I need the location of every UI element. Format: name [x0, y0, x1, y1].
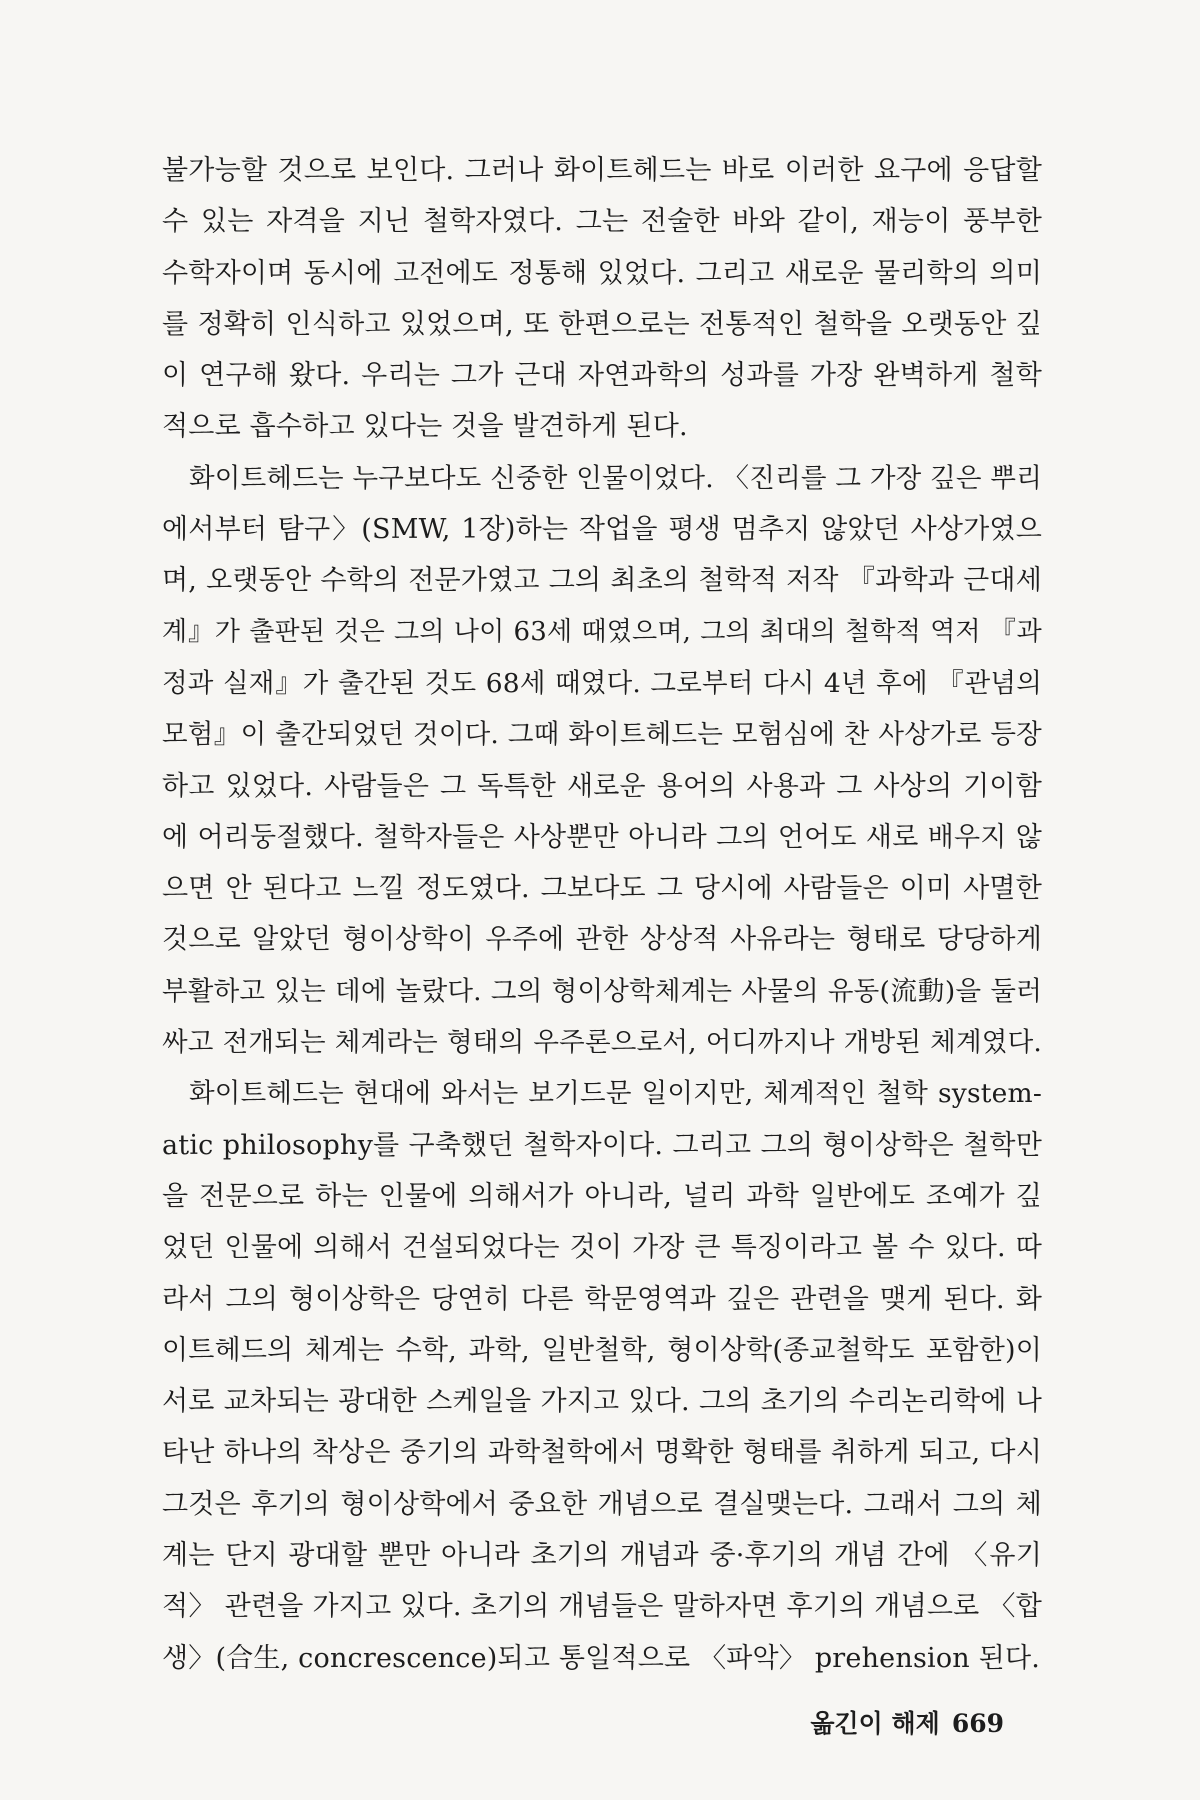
text-line: 불가능할 것으로 보인다. 그러나 화이트헤드는 바로 이러한 요구에 응답할 [162, 155, 1042, 186]
text-line: 타난 하나의 착상은 중기의 과학철학에서 명확한 형태를 취하게 되고, 다시 [162, 1437, 1042, 1469]
text-line: 이트헤드의 체계는 수학, 과학, 일반철학, 형이상학(종교철학도 포함한)이 [162, 1334, 1042, 1366]
text-line: 을 전문으로 하는 인물에 의해서가 아니라, 널리 과학 일반에도 조예가 깊 [162, 1180, 1042, 1212]
paragraph-2 [162, 453, 1042, 1069]
text-line: 에서부터 탐구〉(SMW, 1장)하는 작업을 평생 멈추지 않았던 사상가였으 [162, 514, 1042, 546]
text-line: 이 연구해 왔다. 우리는 그가 근대 자연과학의 성과를 가장 완벽하게 철학 [162, 360, 1042, 392]
text-line: 화이트헤드는 누구보다도 신중한 인물이었다. 〈진리를 그 가장 깊은 뿌리 [189, 462, 1042, 494]
text-line: 것으로 알았던 형이상학이 우주에 관한 상상적 사유라는 형태로 당당하게 [162, 924, 1042, 956]
text-line: 싸고 전개되는 체계라는 형태의 우주론으로서, 어디까지나 개방된 체계였다. [162, 1027, 1042, 1059]
text-line: 계』가 출판된 것은 그의 나이 63세 때였으며, 그의 최대의 철학적 역저 『과 [162, 616, 1042, 647]
paragraph-3 [162, 1068, 1042, 1684]
body-text [162, 145, 1042, 1684]
paragraph-1 [162, 145, 1042, 453]
text-line: 에 어리둥절했다. 철학자들은 사상뿐만 아니라 그의 언어도 새로 배우지 않 [162, 821, 1042, 853]
text-line: 수 있는 자격을 지닌 철학자였다. 그는 전술한 바와 같이, 재능이 풍부한 [162, 206, 1042, 238]
text-line: 부활하고 있는 데에 놀랐다. 그의 형이상학체계는 사물의 유동(流動)을 둘러 [162, 975, 1042, 1007]
page-footer [810, 1704, 1004, 1740]
text-line: 라서 그의 형이상학은 당연히 다른 학문영역과 깊은 관련을 맺게 된다. 화 [162, 1283, 1042, 1315]
text-line: atic philosophy를 구축했던 철학자이다. 그리고 그의 형이상학은 철학만 [162, 1129, 1042, 1161]
running-footer-label: 옮긴이 해제 [810, 1709, 940, 1738]
text-line: 며, 오랫동안 수학의 전문가였고 그의 최초의 철학적 저작 『과학과 근대세 [162, 565, 1042, 597]
text-line: 계는 단지 광대할 뿐만 아니라 초기의 개념과 중·후기의 개념 간에 〈유기 [162, 1540, 1042, 1572]
text-line: 적으로 흡수하고 있다는 것을 발견하게 된다. [162, 411, 688, 443]
text-line: 서로 교차되는 광대한 스케일을 가지고 있다. 그의 초기의 수리논리학에 나 [162, 1386, 1042, 1418]
text-line: 그것은 후기의 형이상학에서 중요한 개념으로 결실맺는다. 그래서 그의 체 [162, 1488, 1042, 1520]
text-line: 정과 실재』가 출간된 것도 68세 때였다. 그로부터 다시 4년 후에 『관념의 [162, 667, 1042, 699]
text-line: 적〉 관련을 가지고 있다. 초기의 개념들은 말하자면 후기의 개념으로 〈합 [162, 1591, 1042, 1623]
text-line: 으면 안 된다고 느낄 정도였다. 그보다도 그 당시에 사람들은 이미 사멸한 [162, 873, 1042, 905]
text-line: 모험』이 출간되었던 것이다. 그때 화이트헤드는 모험심에 찬 사상가로 등장 [162, 719, 1042, 751]
page-number: 669 [951, 1709, 1004, 1738]
text-line: 생〉(合生, concrescence)되고 통일적으로 〈파악〉 prehension 된다. [162, 1642, 1041, 1674]
text-line: 하고 있었다. 사람들은 그 독특한 새로운 용어의 사용과 그 사상의 기이함 [162, 770, 1042, 802]
text-line: 수학자이며 동시에 고전에도 정통해 있었다. 그리고 새로운 물리학의 의미 [162, 257, 1042, 289]
text-line: 를 정확히 인식하고 있었으며, 또 한편으로는 전통적인 철학을 오랫동안 깊 [162, 308, 1042, 340]
text-line: 화이트헤드는 현대에 와서는 보기드문 일이지만, 체계적인 철학 system- [189, 1078, 1042, 1110]
text-line: 었던 인물에 의해서 건설되었다는 것이 가장 큰 특징이라고 볼 수 있다. 따 [162, 1232, 1042, 1264]
